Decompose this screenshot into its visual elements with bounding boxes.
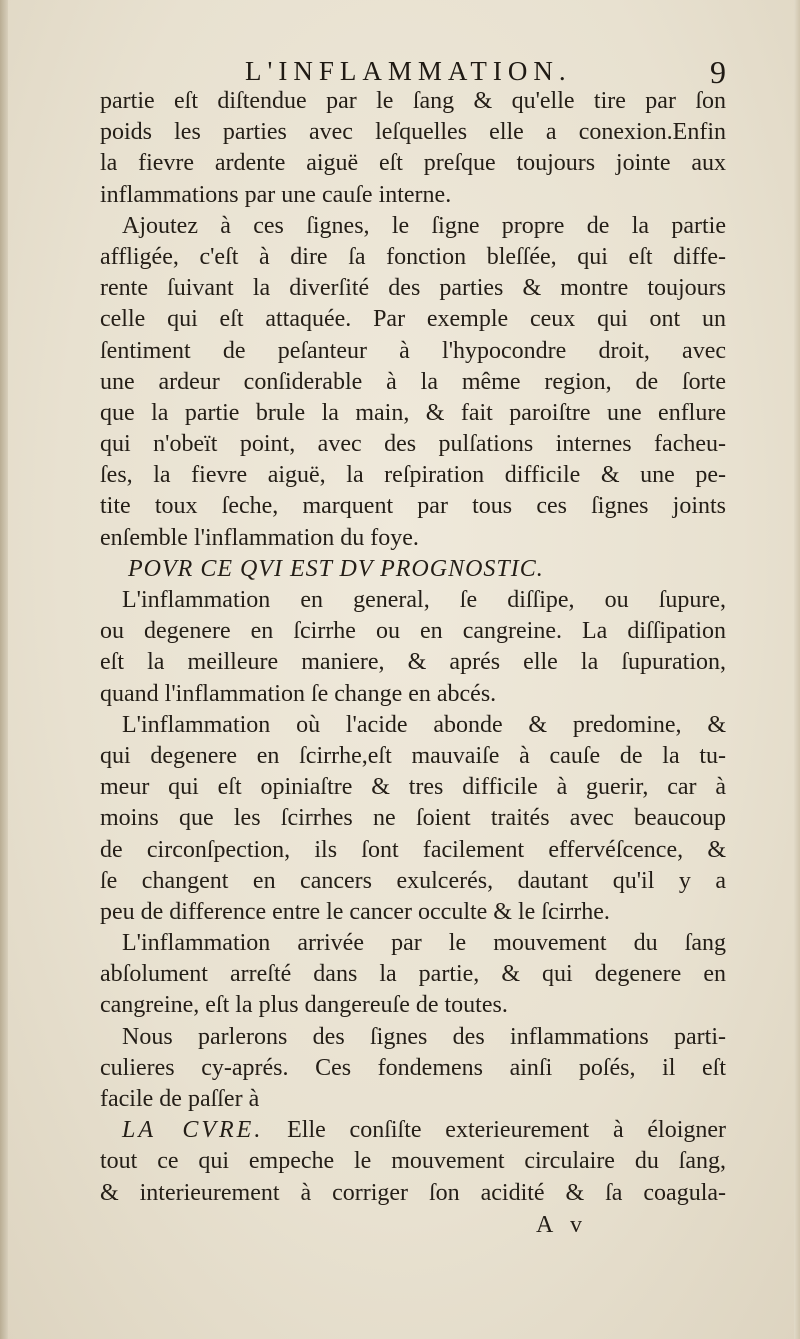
text-line: poids les parties avec leſquelles elle a conexion.Enfin (100, 119, 726, 146)
text-line: eſt la meilleure maniere, & aprés elle la ſupuration, (100, 649, 726, 676)
text-line: qui n'obeït point, avec des pulſations internes facheu- (100, 431, 726, 458)
text-line: inflammations par une cauſe interne. (100, 181, 452, 208)
text-line: ſes, la fievre aiguë, la reſpiration difficile & une pe- (100, 462, 726, 489)
text-line: tout ce qui empeche le mouvement circulaire du ſang, (100, 1148, 726, 1175)
running-title: L'INFLAMMATION. (245, 56, 572, 86)
page-number: 9 (710, 54, 726, 90)
text-line: tite toux ſeche, marquent par tous ces ſignes joints (100, 493, 726, 520)
section-heading: POVR CE QVI EST DV PROGNOSTIC. (128, 555, 544, 582)
text-line: partie eſt diſtendue par le ſang & qu'elle tire par ſon (100, 88, 726, 114)
main-text (100, 86, 726, 1209)
text-line: qui degenere en ſcirrhe,eſt mauvaiſe à cauſe de la tu- (100, 742, 726, 769)
text-line: L'inflammation en general, ſe diſſipe, ou ſupure, (122, 587, 726, 613)
text-line: meur qui eſt opiniaſtre & tres difficile à guerir, car à (100, 774, 726, 801)
text-line: quand l'inflammation ſe change en abcés. (100, 680, 497, 707)
text-line: que la partie brule la main, & fait paroiſtre une enflure (100, 399, 726, 426)
text-line: affligée, c'eſt à dire ſa fonction bleſſée, qui eſt diffe- (100, 243, 726, 270)
text-line: moins que les ſcirrhes ne ſoient traités avec beaucoup (100, 805, 726, 832)
text-line: ſentiment de peſanteur à l'hypocondre droit, avec (100, 337, 726, 364)
text-line: Ajoutez à ces ſignes, le ſigne propre de la partie (122, 212, 726, 239)
text-line: Nous parlerons des ſignes des inflammations parti- (122, 1023, 726, 1050)
cure-text: Elle conſiſte exterieurement à éloigner (287, 1117, 727, 1144)
text-line: L'inflammation où l'acide abonde & predomine, & (122, 711, 726, 738)
text-line: cangreine, eſt la plus dangereuſe de toutes. (100, 992, 508, 1019)
text-line: une ardeur conſiderable à la même region, de ſorte (100, 368, 726, 395)
text-line: la fievre ardente aiguë eſt preſque toujours jointe aux (100, 150, 726, 177)
text-line: culieres cy-aprés. Ces fondemens ainſi poſés, il eſt (100, 1054, 726, 1081)
text-line: rente ſuivant la diverſité des parties & montre toujours (100, 275, 726, 302)
signature-mark: A v (536, 1212, 589, 1238)
page-outer-edge (794, 0, 800, 1339)
text-line: ſe changent en cancers exulcerés, dautant qu'il y a (100, 867, 726, 894)
text-line: & interieurement à corriger ſon acidité & ſa coagula- (100, 1179, 726, 1206)
text-line: enſemble l'inflammation du foye. (100, 524, 419, 551)
cure-label: LA CVRE. (122, 1117, 264, 1144)
text-line: celle qui eſt attaquée. Par exemple ceux qui ont un (100, 306, 726, 333)
text-line: ou degenere en ſcirrhe ou en cangreine. La diſſipation (100, 618, 726, 645)
text-line: de circonſpection, ils ſont facilement effervéſcence, & (100, 836, 726, 863)
text-line: L'inflammation arrivée par le mouvement du ſang (122, 930, 726, 957)
text-line: peu de difference entre le cancer occulte & le ſcirrhe. (100, 898, 610, 925)
text-line: abſolument arreſté dans la partie, & qui degenere en (100, 961, 726, 988)
cure-line (100, 1115, 726, 1146)
text-line: facile de paſſer à (100, 1086, 260, 1112)
page-gutter-edge (0, 0, 8, 1339)
